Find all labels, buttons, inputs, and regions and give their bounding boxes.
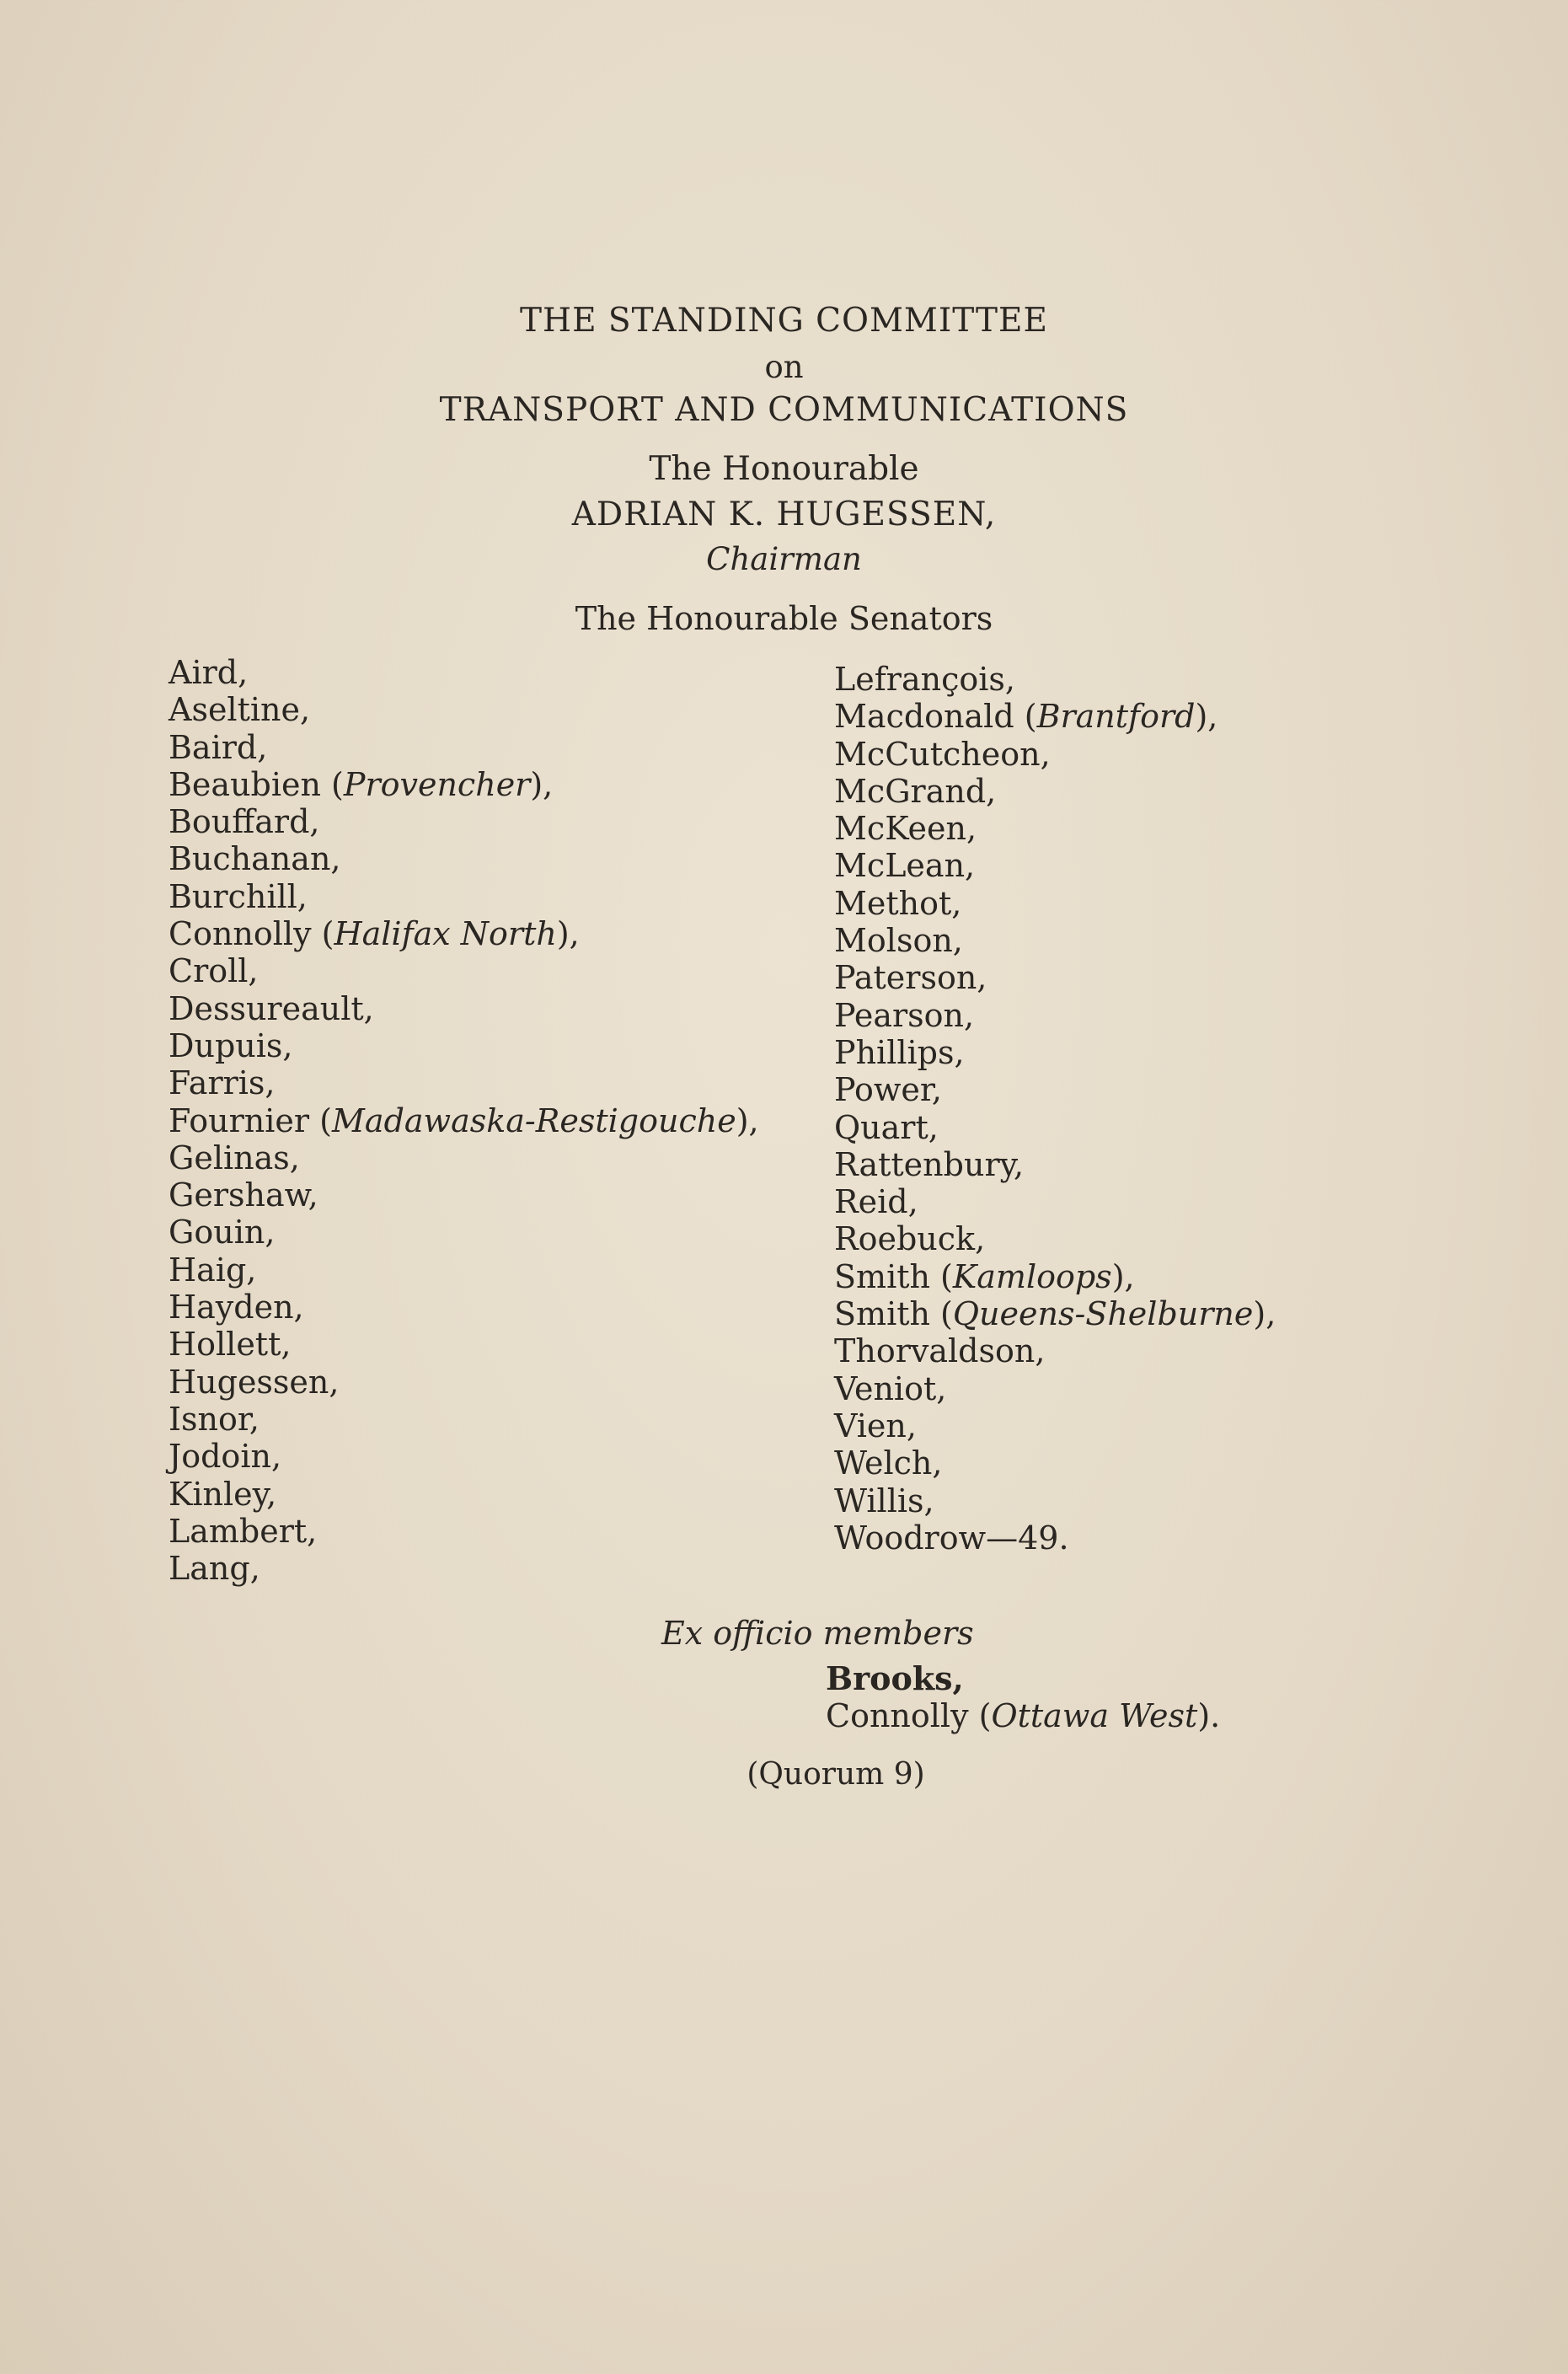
member-name: Gershaw,	[169, 1176, 318, 1214]
member-tail: ),	[556, 915, 580, 953]
ex-officio-heading-a: Ex	[661, 1615, 704, 1652]
member-row	[169, 878, 759, 915]
member-row	[834, 698, 1276, 735]
member-row	[169, 1326, 759, 1363]
member-name: Bouffard,	[169, 803, 320, 841]
member-name: Paterson,	[834, 959, 987, 997]
member-name: Hugessen,	[169, 1363, 340, 1401]
member-row	[169, 654, 759, 691]
member-name: Smith (	[834, 1257, 953, 1295]
chairman-name: ADRIAN K. HUGESSEN,	[571, 496, 997, 533]
member-name: Gelinas,	[169, 1139, 300, 1176]
member-row	[834, 1519, 1276, 1557]
member-row	[169, 691, 759, 728]
member-name: McCutcheon,	[834, 735, 1051, 773]
member-row	[834, 1071, 1276, 1108]
member-name: Molson,	[834, 922, 963, 960]
member-name: Beaubien (	[169, 765, 344, 803]
member-row	[834, 1482, 1276, 1519]
member-row	[169, 1176, 759, 1214]
senators-heading: The Honourable Senators	[575, 600, 993, 637]
ex-officio-member	[826, 1697, 1220, 1734]
member-name: Methot,	[834, 884, 962, 922]
member-row	[169, 990, 759, 1027]
member-constituency: Ottawa West	[991, 1697, 1198, 1734]
member-constituency: Halifax North	[334, 915, 557, 953]
member-tail: ),	[1111, 1257, 1135, 1295]
member-row	[169, 766, 759, 803]
member-row	[834, 847, 1276, 884]
member-name: Dupuis,	[169, 1026, 293, 1064]
member-name: Rattenbury,	[834, 1145, 1025, 1183]
member-constituency: Provencher	[343, 765, 531, 803]
ex-officio-list	[826, 1660, 1220, 1734]
member-row	[169, 1289, 759, 1326]
ex-officio-heading-b: officio members	[703, 1615, 974, 1652]
member-row	[169, 1027, 759, 1064]
honourable-label: The Honourable	[649, 450, 919, 488]
member-constituency: Kamloops	[952, 1257, 1112, 1295]
member-name: McLean,	[834, 847, 976, 885]
member-name: Pearson,	[834, 996, 975, 1034]
member-name: McKeen,	[834, 810, 977, 848]
member-row	[169, 1251, 759, 1289]
member-name: Welch,	[834, 1444, 943, 1482]
member-name: Quart,	[834, 1108, 939, 1146]
member-row	[834, 773, 1276, 810]
members-left-column	[169, 654, 759, 1587]
member-row	[169, 1064, 759, 1101]
member-name: Burchill,	[169, 877, 308, 915]
member-name: Fournier (	[169, 1101, 332, 1139]
member-row	[834, 661, 1276, 698]
member-name: Roebuck,	[834, 1220, 986, 1258]
member-row	[834, 885, 1276, 922]
member-constituency: Queens-Shelburne	[952, 1295, 1254, 1333]
member-name: Hayden,	[169, 1289, 304, 1326]
member-row	[169, 840, 759, 877]
member-constituency: Brantford	[1036, 698, 1196, 736]
member-name: Willis,	[834, 1482, 934, 1519]
member-name: Phillips,	[834, 1033, 965, 1071]
member-name: Thorvaldson,	[834, 1332, 1046, 1370]
member-name: Vien,	[834, 1407, 917, 1444]
member-row	[169, 729, 759, 766]
member-row	[834, 1407, 1276, 1444]
member-name: Connolly (	[169, 915, 334, 953]
member-row	[169, 1438, 759, 1475]
member-row	[169, 1401, 759, 1438]
member-name: Gouin,	[169, 1214, 276, 1251]
ex-officio-heading	[661, 1615, 974, 1652]
member-name: Aseltine,	[169, 691, 311, 729]
member-row	[834, 1258, 1276, 1295]
member-constituency: Madawaska-Restigouche	[332, 1101, 736, 1139]
committee-on: on	[764, 349, 804, 385]
member-row	[834, 1220, 1276, 1257]
member-name: Haig,	[169, 1251, 257, 1289]
committee-subtitle: TRANSPORT AND COMMUNICATIONS	[439, 391, 1129, 429]
member-name: Reid,	[834, 1183, 918, 1221]
member-name: Smith (	[834, 1295, 953, 1333]
member-row	[169, 1513, 759, 1550]
member-row	[834, 1183, 1276, 1220]
member-row	[834, 736, 1276, 773]
member-row	[834, 997, 1276, 1034]
member-name: Lang,	[169, 1550, 260, 1588]
member-name: Aird,	[169, 654, 249, 691]
chairman-role: Chairman	[706, 541, 862, 577]
member-row	[834, 1332, 1276, 1369]
member-row	[834, 810, 1276, 847]
member-row	[834, 1034, 1276, 1071]
members-right-column	[834, 661, 1276, 1557]
member-name: Baird,	[169, 728, 268, 766]
member-row	[169, 803, 759, 840]
member-row	[169, 1550, 759, 1587]
member-name: McGrand,	[834, 772, 997, 810]
member-name: Power,	[834, 1071, 942, 1109]
member-row	[169, 1102, 759, 1139]
committee-title: THE STANDING COMMITTEE	[520, 302, 1048, 340]
member-row	[834, 1295, 1276, 1332]
member-tail: ).	[1197, 1697, 1221, 1734]
member-row	[169, 1476, 759, 1513]
member-row	[169, 952, 759, 989]
member-name: Kinley,	[169, 1475, 277, 1513]
member-tail: ),	[1195, 698, 1218, 736]
member-tail: ),	[530, 765, 554, 803]
member-name: Veniot,	[834, 1369, 947, 1407]
member-tail: ),	[736, 1101, 759, 1139]
member-tail: ),	[1253, 1295, 1276, 1333]
ex-officio-member: Brooks,	[826, 1659, 964, 1697]
member-row	[834, 959, 1276, 996]
member-row	[834, 1109, 1276, 1146]
member-row	[834, 922, 1276, 959]
member-name: Croll,	[169, 952, 259, 990]
member-name: Connolly (	[826, 1697, 992, 1734]
member-name: Lambert,	[169, 1512, 318, 1550]
member-row	[834, 1370, 1276, 1407]
member-name: Lefrançois,	[834, 661, 1015, 698]
member-row	[169, 1364, 759, 1401]
member-name: Dessureault,	[169, 989, 374, 1027]
quorum-note: (Quorum 9)	[747, 1757, 925, 1792]
member-name: Farris,	[169, 1064, 276, 1102]
member-row	[834, 1146, 1276, 1183]
member-name: Woodrow—49.	[834, 1519, 1069, 1557]
member-name: Isnor,	[169, 1400, 260, 1438]
member-name: Hollett,	[169, 1326, 292, 1364]
member-name: Buchanan,	[169, 840, 341, 878]
member-row	[834, 1444, 1276, 1482]
member-name: Macdonald (	[834, 698, 1037, 736]
member-row	[169, 1214, 759, 1251]
member-row	[169, 1139, 759, 1176]
member-name: Jodoin,	[169, 1438, 282, 1476]
member-row	[169, 915, 759, 952]
